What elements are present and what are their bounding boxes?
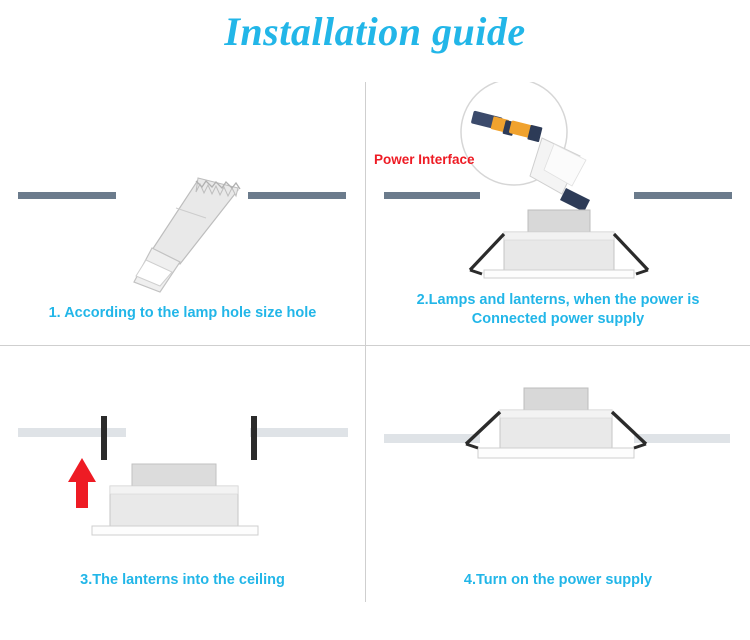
red-up-arrow-icon xyxy=(68,458,96,508)
step-2-caption xyxy=(366,291,750,329)
page-title: Installation guide xyxy=(224,9,526,54)
led-downlight-icon xyxy=(92,464,258,535)
ceiling-bar-left xyxy=(18,428,126,437)
ceiling-bar-left xyxy=(18,192,116,199)
ceiling-bar-right xyxy=(634,192,732,199)
hand-saw-icon xyxy=(134,178,240,292)
spring-clip-icon xyxy=(101,416,257,460)
step-2-caption-line-1: 2.Lamps and lanterns, when the power is xyxy=(416,292,700,308)
step-2-caption-line-2: Connected power supply xyxy=(471,311,645,327)
led-downlight-icon xyxy=(470,210,648,278)
step-4-illustration xyxy=(366,346,750,602)
step-4-panel xyxy=(366,346,750,602)
step-4-caption: 4.Turn on the power supply xyxy=(463,572,653,588)
ceiling-bar-right xyxy=(248,192,346,199)
ceiling-bar-left xyxy=(384,192,480,199)
ceiling-bar-right xyxy=(634,434,730,443)
step-1-caption: 1. According to the lamp hole size hole xyxy=(48,305,317,321)
step-1-panel xyxy=(0,82,365,345)
step-3-caption: 3.The lanterns into the ceiling xyxy=(80,572,285,588)
ceiling-bar-right xyxy=(250,428,348,437)
step-3-panel xyxy=(0,346,365,602)
step-3-illustration xyxy=(0,346,365,602)
power-interface-label: Power Interface xyxy=(374,152,475,167)
step-2-panel xyxy=(366,82,750,345)
ceiling-bar-left xyxy=(384,434,480,443)
led-downlight-installed-icon xyxy=(466,388,646,458)
